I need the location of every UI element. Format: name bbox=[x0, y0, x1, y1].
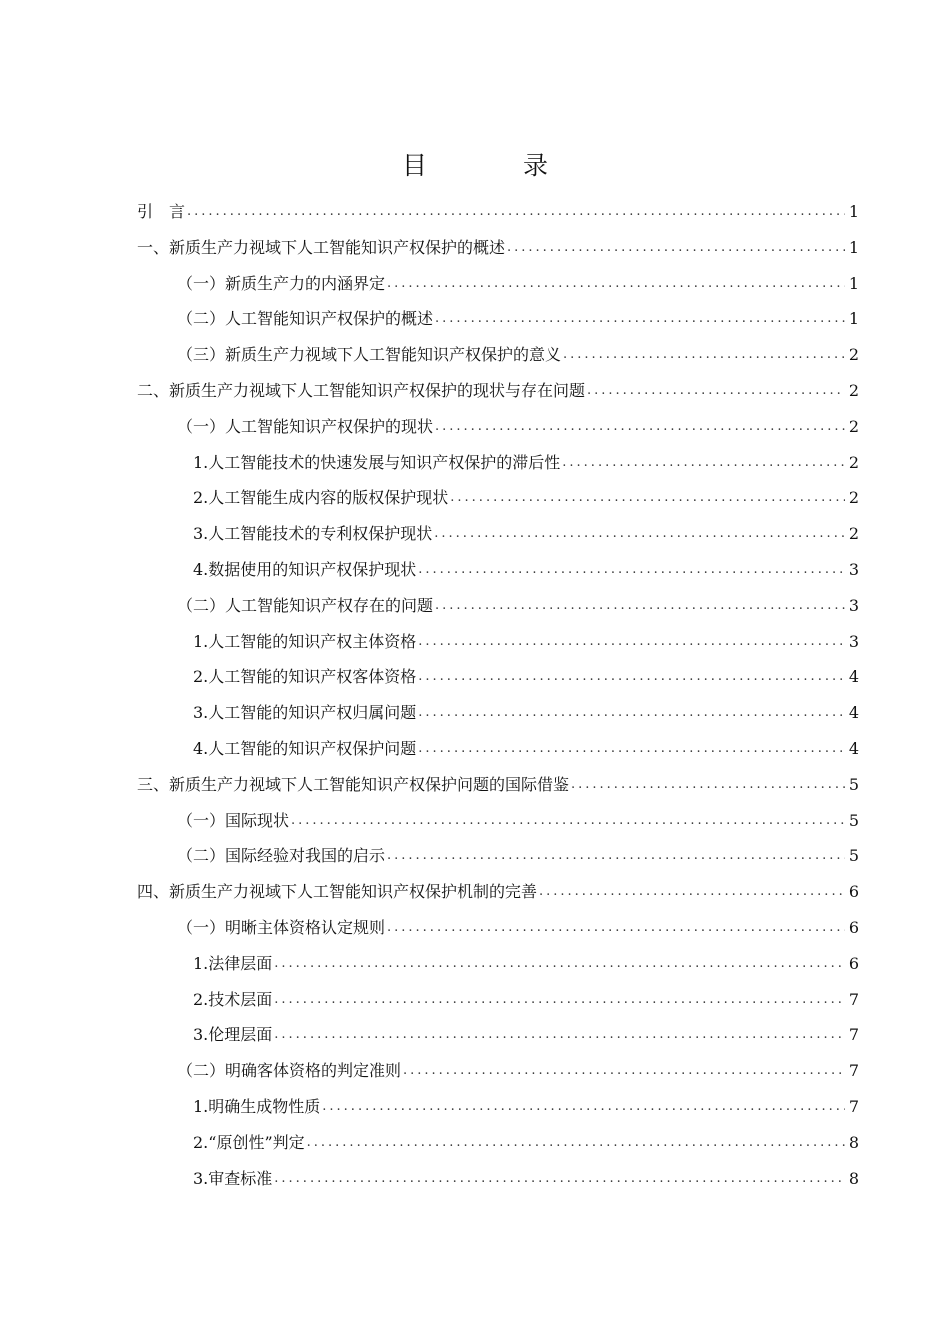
toc-entry bbox=[177, 303, 859, 329]
toc-leader-dots bbox=[507, 242, 845, 254]
toc-entry bbox=[193, 482, 859, 508]
toc-page-number: 6 bbox=[848, 882, 859, 902]
toc-leader-dots bbox=[274, 1029, 845, 1041]
toc-entry-title: 三、新质生产力视域下人工智能知识产权保护问题的国际借鉴 bbox=[137, 774, 570, 794]
toc-leader-dots bbox=[387, 850, 845, 862]
toc-page-number: 2 bbox=[848, 345, 859, 365]
toc-page-number: 2 bbox=[848, 488, 859, 508]
toc-leader-dots bbox=[418, 743, 845, 755]
toc-entry bbox=[137, 196, 859, 222]
toc-entry bbox=[193, 1163, 859, 1189]
toc-page-number: 2 bbox=[848, 452, 859, 472]
toc-entry-title: 2.人工智能生成内容的版权保护现状 bbox=[193, 488, 449, 508]
toc-page-number: 2 bbox=[848, 416, 859, 436]
toc-page-number: 7 bbox=[848, 989, 859, 1009]
toc-leader-dots bbox=[434, 528, 845, 540]
toc-entry-title: 一、新质生产力视域下人工智能知识产权保护的概述 bbox=[137, 237, 506, 257]
toc-leader-dots bbox=[450, 492, 845, 504]
toc-entry-title: （二）人工智能知识产权保护的概述 bbox=[177, 309, 434, 329]
toc-leader-dots bbox=[274, 994, 845, 1006]
toc-leader-dots bbox=[587, 385, 845, 397]
toc-entry-title: （一）新质生产力的内涵界定 bbox=[177, 273, 386, 293]
toc-page-number: 5 bbox=[848, 774, 859, 794]
toc-leader-dots bbox=[387, 922, 845, 934]
toc-page-number: 1 bbox=[848, 237, 859, 257]
toc-page-number: 7 bbox=[848, 1097, 859, 1116]
toc-entry-title: 3.伦理层面 bbox=[193, 1025, 273, 1045]
toc-leader-dots bbox=[435, 600, 845, 612]
toc-leader-dots bbox=[571, 779, 845, 791]
toc-leader-dots bbox=[418, 707, 845, 719]
toc-entry-title: 1.明确生成物性质 bbox=[193, 1097, 321, 1116]
toc-leader-dots bbox=[562, 457, 845, 469]
toc-page-number: 6 bbox=[848, 918, 859, 937]
toc-page-number: 3 bbox=[848, 560, 859, 579]
page-title: 目 录 bbox=[402, 151, 592, 180]
toc-page-number: 5 bbox=[848, 810, 859, 830]
toc-entry-title: 2.人工智能的知识产权客体资格 bbox=[193, 667, 417, 687]
toc-leader-dots bbox=[563, 349, 845, 361]
toc-entry-title: 引 言 bbox=[137, 202, 186, 221]
toc-entry bbox=[193, 733, 859, 759]
toc-entry bbox=[193, 697, 859, 723]
toc-entry bbox=[177, 805, 859, 831]
toc-entry-title: 1.法律层面 bbox=[193, 953, 273, 973]
toc-entry bbox=[193, 447, 859, 473]
toc-entry-title: 4.数据使用的知识产权保护现状 bbox=[193, 560, 417, 579]
toc-leader-dots bbox=[274, 958, 845, 970]
toc-entry-title: （一）人工智能知识产权保护的现状 bbox=[177, 416, 434, 436]
toc-entry bbox=[177, 590, 859, 616]
toc-page-number: 1 bbox=[848, 202, 859, 221]
toc-page-number: 3 bbox=[848, 631, 859, 651]
toc-leader-dots bbox=[274, 1173, 845, 1185]
toc-entry-title: 二、新质生产力视域下人工智能知识产权保护的现状与存在问题 bbox=[137, 381, 586, 400]
toc-entry-title: 3.人工智能技术的专利权保护现状 bbox=[193, 524, 433, 544]
toc-entry-title: 四、新质生产力视域下人工智能知识产权保护机制的完善 bbox=[137, 882, 538, 902]
toc-entry bbox=[193, 518, 859, 544]
toc-entry-title: （二）明确客体资格的判定准则 bbox=[177, 1061, 402, 1081]
toc-page-number: 6 bbox=[848, 953, 859, 973]
toc-page-number: 7 bbox=[848, 1025, 859, 1045]
toc-entry bbox=[177, 840, 859, 866]
toc-entry bbox=[137, 769, 859, 795]
toc-entry-title: 4.人工智能的知识产权保护问题 bbox=[193, 739, 417, 758]
toc-leader-dots bbox=[418, 636, 845, 648]
toc-leader-dots bbox=[387, 278, 845, 290]
toc-entry-title: 2.“原创性”判定 bbox=[193, 1132, 305, 1152]
toc-entry bbox=[137, 232, 859, 258]
toc-entry bbox=[177, 912, 859, 938]
toc-entry-title: 3.审查标准 bbox=[193, 1168, 273, 1188]
toc-leader-dots bbox=[418, 671, 845, 683]
toc-page-number: 3 bbox=[848, 595, 859, 615]
toc-leader-dots bbox=[291, 815, 845, 827]
toc-leader-dots bbox=[307, 1137, 845, 1149]
toc-leader-dots bbox=[403, 1065, 845, 1077]
toc-entry bbox=[193, 948, 859, 974]
toc-page-number: 7 bbox=[848, 1061, 859, 1081]
toc-entry-title: 1.人工智能技术的快速发展与知识产权保护的滞后性 bbox=[193, 452, 561, 472]
toc-leader-dots bbox=[418, 564, 845, 576]
toc-entry-title: （三）新质生产力视域下人工智能知识产权保护的意义 bbox=[177, 345, 562, 365]
toc-entry bbox=[193, 1091, 859, 1117]
toc-entry bbox=[177, 268, 859, 294]
toc-entry-title: （一）国际现状 bbox=[177, 810, 290, 830]
toc-page-number: 8 bbox=[848, 1132, 859, 1152]
toc-entry-title: （二）人工智能知识产权存在的问题 bbox=[177, 595, 434, 615]
toc-entry-title: 2.技术层面 bbox=[193, 989, 273, 1009]
toc-entry bbox=[137, 375, 859, 401]
toc-entry bbox=[177, 1055, 859, 1081]
toc-page-number: 4 bbox=[848, 739, 859, 758]
toc-page-number: 2 bbox=[848, 524, 859, 544]
toc-page-number: 8 bbox=[848, 1168, 859, 1188]
toc-entry bbox=[193, 1127, 859, 1153]
toc-entry-title: （一）明晰主体资格认定规则 bbox=[177, 918, 386, 937]
toc-leader-dots bbox=[187, 206, 845, 218]
toc-entry bbox=[177, 339, 859, 365]
toc-leader-dots bbox=[435, 313, 845, 325]
toc-page-number: 1 bbox=[848, 309, 859, 329]
toc-entry bbox=[193, 554, 859, 580]
toc-entry bbox=[177, 411, 859, 437]
toc-page-number: 4 bbox=[848, 703, 859, 723]
toc-page-number: 5 bbox=[848, 846, 859, 866]
toc-leader-dots bbox=[539, 886, 845, 898]
toc-entry bbox=[137, 876, 859, 902]
toc-leader-dots bbox=[322, 1101, 845, 1113]
toc-entry bbox=[193, 626, 859, 652]
toc-entry-title: 1.人工智能的知识产权主体资格 bbox=[193, 631, 417, 651]
toc-page-number: 1 bbox=[848, 273, 859, 293]
toc-entry-title: 3.人工智能的知识产权归属问题 bbox=[193, 703, 417, 723]
toc-page-number: 4 bbox=[848, 667, 859, 687]
toc-page-number: 2 bbox=[848, 381, 859, 400]
toc-entry bbox=[193, 984, 859, 1010]
toc-leader-dots bbox=[435, 421, 845, 433]
toc-entry bbox=[193, 1019, 859, 1045]
toc-entry-title: （二）国际经验对我国的启示 bbox=[177, 846, 386, 866]
toc-entry bbox=[193, 661, 859, 687]
